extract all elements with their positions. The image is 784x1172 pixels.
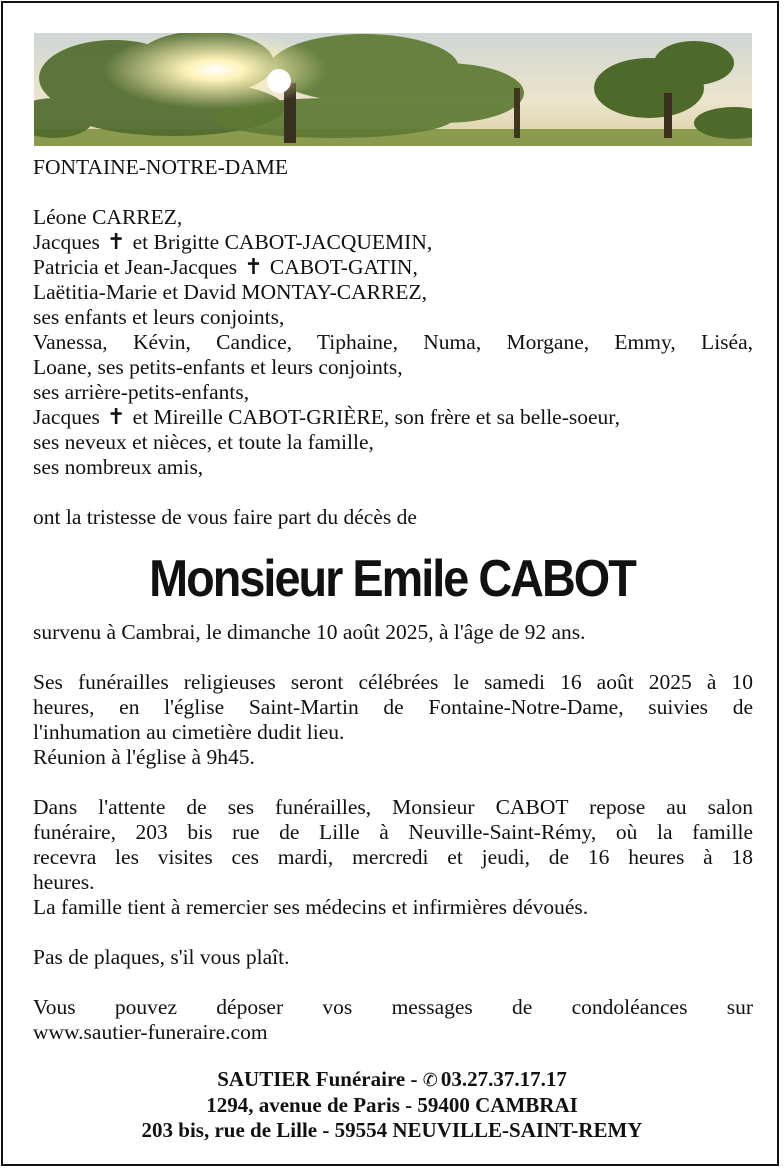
funeral-line: Ses funérailles religieuses seront célébrées le samedi 16 août 2025 à 10 <box>33 670 753 694</box>
banner-image <box>34 33 752 146</box>
deceased-name: Monsieur Emile CABOT <box>149 550 635 608</box>
visitation-line: funéraire, 203 bis rue de Lille à Neuville-Saint-Rémy, où la famille <box>33 820 753 844</box>
phone-number: 03.27.37.17.17 <box>440 1067 567 1091</box>
location: FONTAINE-NOTRE-DAME <box>33 155 289 179</box>
banner-sun-core <box>267 69 291 93</box>
obituary-notice <box>1 1 779 1166</box>
family-line: Jacques ✝ et Brigitte CABOT-JACQUEMIN, <box>33 230 433 255</box>
footer-address-1: 1294, avenue de Paris - 59400 CAMBRAI <box>206 1093 578 1117</box>
cross-icon: ✝ <box>107 230 126 255</box>
funeral-line: l'inhumation au cimetière dudit lieu. <box>33 720 345 744</box>
family-line: ses neveux et nièces, et toute la famille, <box>33 430 374 454</box>
banner-trunk-center <box>514 88 520 138</box>
visitation-line: recevra les visites ces mardi, mercredi et jeudi, de 16 heures à 18 <box>33 845 753 869</box>
no-plaques: Pas de plaques, s'il vous plaît. <box>33 945 290 969</box>
footer-address-2: 203 bis, rue de Lille - 59554 NEUVILLE-SAINT-REMY <box>141 1118 643 1142</box>
announcement: ont la tristesse de vous faire part du décès de <box>33 505 417 529</box>
obituary-text <box>33 155 753 530</box>
cross-icon: ✝ <box>244 255 263 280</box>
condolences-line: Vous pouvez déposer vos messages de condoléances sur <box>33 995 753 1019</box>
phone-icon: ✆ <box>422 1070 438 1091</box>
company-name: SAUTIER Funéraire - <box>217 1067 418 1091</box>
family-line: Jacques ✝ et Mireille CABOT-GRIÈRE, son frère et sa belle-soeur, <box>33 405 620 430</box>
family-line: Léone CARREZ, <box>33 205 183 229</box>
family-line: Loane, ses petits-enfants et leurs conjoints, <box>33 355 403 379</box>
funeral-line: Réunion à l'église à 9h45. <box>33 745 255 769</box>
cross-icon: ✝ <box>107 405 126 430</box>
family-line: ses enfants et leurs conjoints, <box>33 305 285 329</box>
death-info: survenu à Cambrai, le dimanche 10 août 2025, à l'âge de 92 ans. <box>33 620 586 644</box>
family-line: Laëtitia-Marie et David MONTAY-CARREZ, <box>33 280 427 304</box>
visitation-line: La famille tient à remercier ses médecins et infirmières dévoués. <box>33 895 589 919</box>
funeral-home-footer <box>3 1067 779 1143</box>
visitation-line: heures. <box>33 870 95 894</box>
condolences-website: www.sautier-funeraire.com <box>33 1020 268 1044</box>
visitation-line: Dans l'attente de ses funérailles, Monsieur CABOT repose au salon <box>33 795 753 819</box>
family-line: ses arrière-petits-enfants, <box>33 380 250 404</box>
family-line: Vanessa, Kévin, Candice, Tiphaine, Numa, Morgane, Emmy, Liséa, <box>33 330 753 354</box>
funeral-line: heures, en l'église Saint-Martin de Fontaine-Notre-Dame, suivies de <box>33 695 753 719</box>
family-line: Patricia et Jean-Jacques ✝ CABOT-GATIN, <box>33 255 418 280</box>
obituary-details <box>33 620 753 1045</box>
family-line: ses nombreux amis, <box>33 455 204 479</box>
banner-trunk-right <box>664 93 672 138</box>
footer-company-line <box>3 1067 779 1093</box>
